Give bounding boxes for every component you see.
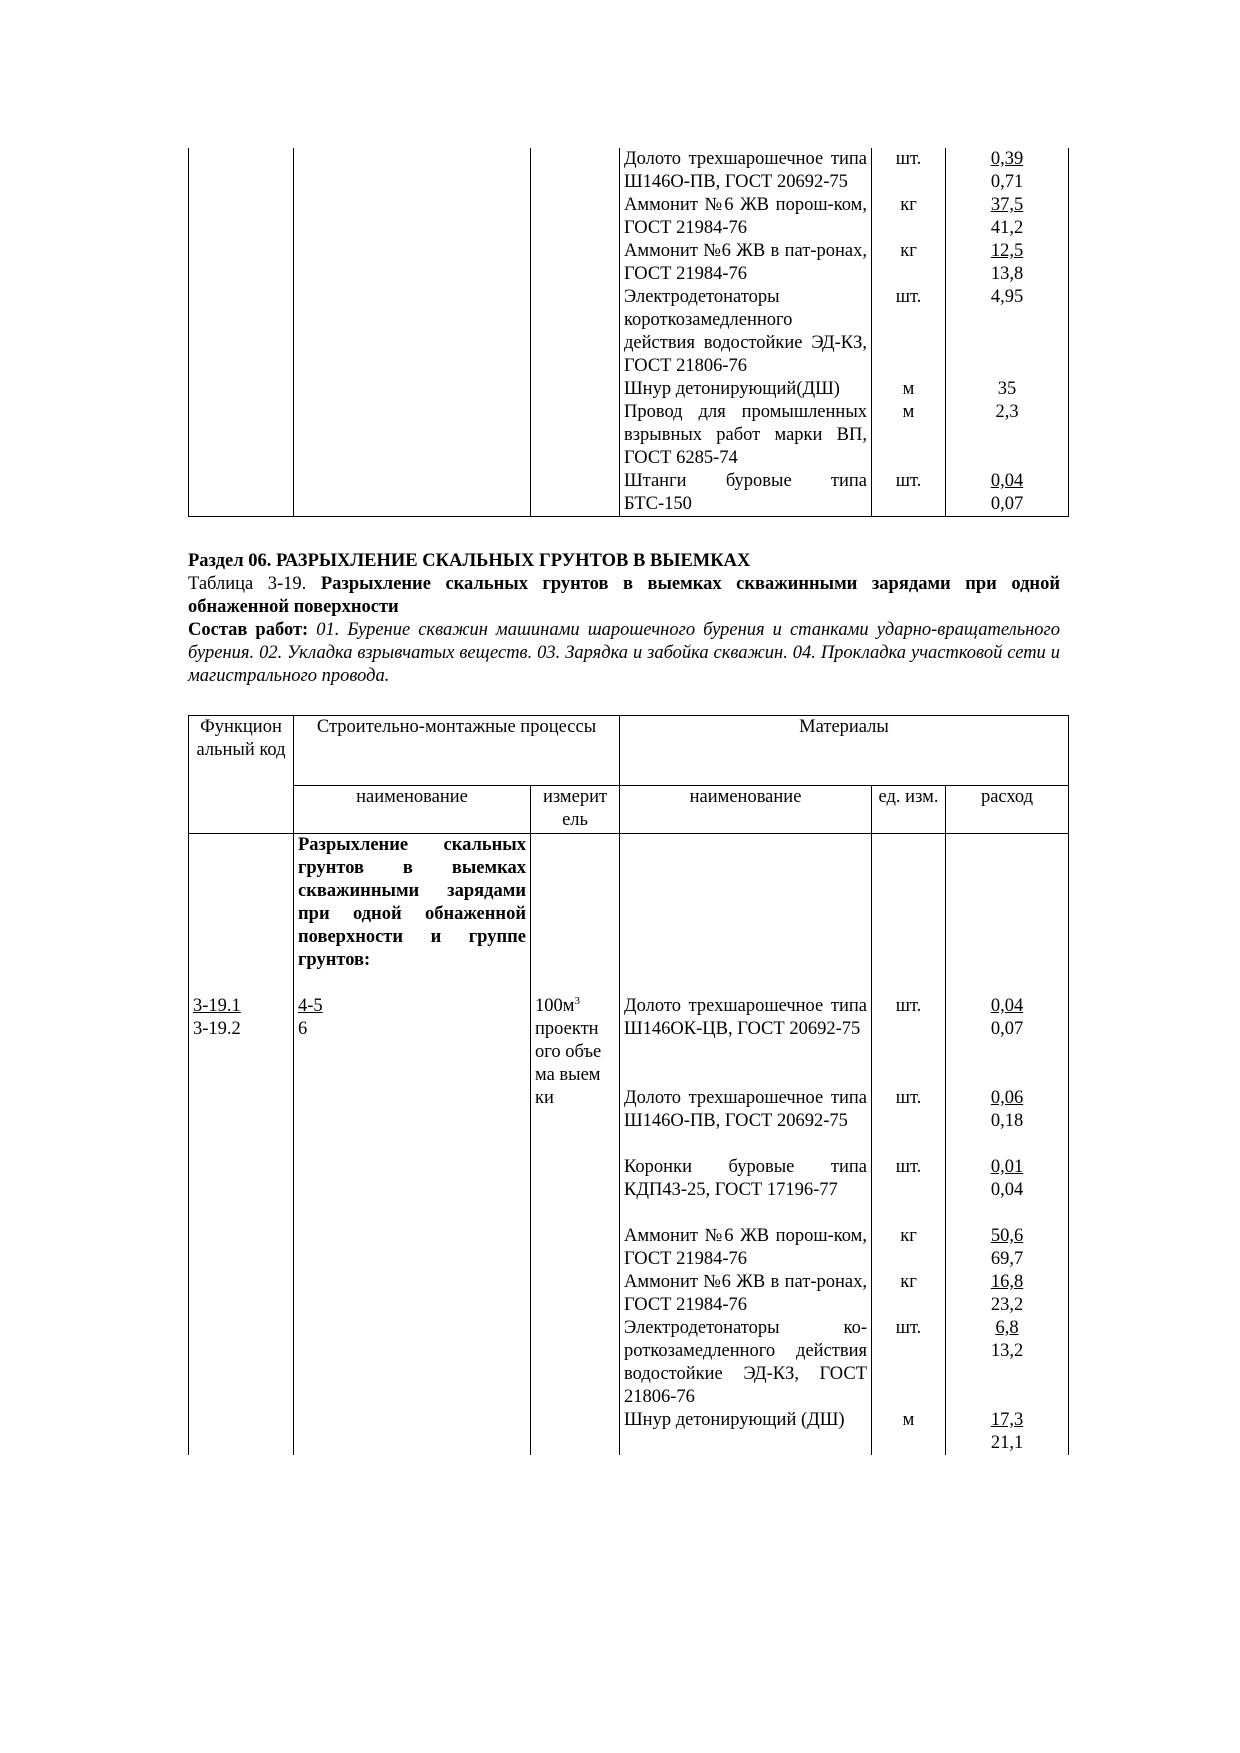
- empty-cell: [294, 401, 531, 470]
- empty-cell: [294, 378, 531, 401]
- consumption-value-2: 41,2: [990, 218, 1024, 238]
- material-unit: шт.: [872, 148, 946, 194]
- empty-cell: [531, 148, 620, 194]
- empty-cell: [531, 378, 620, 401]
- material-name: Шнур детонирующий (ДШ): [624, 1410, 845, 1430]
- codes-cell: [189, 834, 294, 1456]
- material-name: Шнур детонирующий(ДШ): [620, 378, 872, 401]
- consumption-value-1: 16,8: [990, 1272, 1024, 1292]
- consumption-value-1: 0,04: [990, 996, 1024, 1016]
- empty-cell: [189, 286, 294, 378]
- table-title: Разрыхление скальных грунтов в выемках скважинными зарядами при одной обнаженной поверхности: [188, 574, 1061, 617]
- material-consumption: [946, 240, 1069, 286]
- material-row: [189, 401, 1069, 470]
- consumption-value-1: 12,5: [990, 241, 1024, 261]
- consumption-value-2: 13,2: [990, 1341, 1024, 1361]
- header-consumption: расход: [946, 786, 1069, 834]
- material-name: Аммонит №6 ЖВ порош-ком, ГОСТ 21984-76: [624, 1226, 868, 1269]
- consumption-value-1: 0,04: [990, 471, 1024, 491]
- material-name: Аммонит №6 ЖВ в пат-ронах, ГОСТ 21984-76: [620, 240, 872, 286]
- material-row: [189, 470, 1069, 517]
- material-row: [189, 240, 1069, 286]
- empty-cell: [189, 240, 294, 286]
- empty-cell: [189, 470, 294, 517]
- material-consumption: [950, 1156, 1064, 1225]
- consumption-value-1: 0,39: [990, 149, 1024, 169]
- material-name: Коронки буровые типа КДП43-25, ГОСТ 17196-77: [624, 1157, 868, 1200]
- material-consumption: [946, 286, 1069, 378]
- material-unit: шт.: [872, 470, 946, 517]
- empty-cell: [189, 401, 294, 470]
- material-consumption: [950, 1409, 1064, 1455]
- consumption-value-1: 37,5: [990, 195, 1024, 215]
- empty-cell: [531, 401, 620, 470]
- material-name: Долото трехшарошечное типа Ш146О-ПВ, ГОСТ 20692-75: [620, 148, 872, 194]
- material-name: Электродетонаторы короткозамедленного действия водостойкие ЭД-КЗ, ГОСТ 21806-76: [620, 286, 872, 378]
- consumption-value-1: 17,3: [990, 1410, 1024, 1430]
- material-unit: шт.: [872, 286, 946, 378]
- consumption-value-1: 0,06: [990, 1088, 1024, 1108]
- consumption-value-2: 23,2: [990, 1295, 1024, 1315]
- empty-cell: [531, 240, 620, 286]
- empty-cell: [531, 194, 620, 240]
- meter-rest: проектного объема выемки: [535, 1019, 602, 1108]
- material-unit: кг: [872, 240, 946, 286]
- group-2: 6: [298, 1019, 308, 1039]
- empty-cell: [189, 194, 294, 240]
- empty-cell: [189, 378, 294, 401]
- material-consumption: [950, 1087, 1064, 1156]
- code-2: 3-19.2: [193, 1019, 241, 1039]
- group-1: 4-5: [298, 996, 323, 1016]
- consumption-value-1: 6,8: [995, 1318, 1019, 1338]
- meter-cell: [531, 834, 620, 1456]
- continuation-table: [188, 148, 1069, 517]
- material-name: Аммонит №6 ЖВ в пат-ронах, ГОСТ 21984-76: [624, 1272, 868, 1315]
- material-consumption: [950, 1317, 1064, 1409]
- process-cell: [294, 834, 531, 1456]
- material-unit: м: [872, 401, 946, 470]
- consumption-value-2: 0,04: [990, 1180, 1024, 1200]
- material-consumption: [946, 378, 1069, 401]
- empty-cell: [294, 194, 531, 240]
- material-consumption: [950, 1225, 1064, 1271]
- consumption-value-1: 50,6: [990, 1226, 1024, 1246]
- table-caption: [188, 573, 1060, 619]
- material-unit: кг: [900, 1272, 917, 1292]
- work-composition: [188, 619, 1060, 688]
- consumption-value-2: 21,1: [990, 1433, 1024, 1453]
- material-name: Аммонит №6 ЖВ порош-ком, ГОСТ 21984-76: [620, 194, 872, 240]
- material-unit: шт.: [895, 1157, 922, 1177]
- empty-cell: [294, 286, 531, 378]
- material-unit: кг: [900, 1226, 917, 1246]
- material-consumption: [950, 1271, 1064, 1317]
- material-names-cell: [620, 834, 872, 1456]
- table-prefix: Таблица 3-19.: [188, 574, 307, 594]
- empty-cell: [294, 470, 531, 517]
- code-1: 3-19.1: [193, 996, 241, 1016]
- work-text: 01. Бурение скважин машинами шарошечного бурения и станками ударно-вращательного бурения. 02. Укладка взрывчатых веществ. 03. Зарядка и забойка скважин. 04. Прокладка участковой сети и магистрального провода.: [188, 620, 1061, 686]
- material-row: [189, 286, 1069, 378]
- material-unit: шт.: [895, 996, 922, 1016]
- material-row: [189, 148, 1069, 194]
- header-materials: Материалы: [620, 716, 1069, 786]
- material-unit: м: [902, 1410, 915, 1430]
- section-heading: Раздел 06. РАЗРЫХЛЕНИЕ СКАЛЬНЫХ ГРУНТОВ В ВЫЕМКАХ: [188, 551, 751, 571]
- header-unit: ед. изм.: [872, 786, 946, 834]
- consumption-value-1: 0,01: [990, 1157, 1024, 1177]
- meter-unit: $100м^3$: [535, 994, 580, 1016]
- consumption-value-2: 69,7: [990, 1249, 1024, 1269]
- material-values-cell: [946, 834, 1069, 1456]
- header-proc-name: наименование: [294, 786, 531, 834]
- empty-cell: [294, 148, 531, 194]
- material-name: Долото трехшарошечное типа Ш146О-ПВ, ГОСТ 20692-75: [624, 1088, 868, 1131]
- header-code: Функцион альный код: [189, 716, 294, 834]
- empty-cell: [189, 148, 294, 194]
- material-consumption: [946, 194, 1069, 240]
- material-consumption: [950, 995, 1064, 1087]
- material-consumption: [946, 470, 1069, 517]
- material-name: Провод для промышленных взрывных работ марки ВП, ГОСТ 6285-74: [620, 401, 872, 470]
- material-unit: м: [872, 378, 946, 401]
- document-page: [188, 148, 1068, 1455]
- material-units-cell: [872, 834, 946, 1456]
- material-row: [189, 378, 1069, 401]
- material-name: Долото трехшарошечное типа Ш146ОК-ЦВ, ГОСТ 20692-75: [624, 996, 868, 1039]
- empty-cell: [294, 240, 531, 286]
- material-unit: кг: [872, 194, 946, 240]
- consumption-value-2: 13,8: [990, 264, 1024, 284]
- material-row: [189, 194, 1069, 240]
- consumption-value-1: 35: [997, 379, 1017, 399]
- material-unit: шт.: [895, 1318, 922, 1338]
- material-consumption: [946, 401, 1069, 470]
- group-title: Разрыхление скальных грунтов в выемках скважинными зарядами при одной обнаженной поверхности и группе грунтов:: [298, 835, 526, 970]
- material-unit: шт.: [895, 1088, 922, 1108]
- consumption-value-2: 0,07: [990, 494, 1024, 514]
- main-table: [188, 715, 1069, 1455]
- header-mat-name: наименование: [620, 786, 872, 834]
- empty-cell: [531, 286, 620, 378]
- work-label: Состав работ:: [188, 620, 309, 640]
- material-consumption: [946, 148, 1069, 194]
- consumption-value-2: 0,18: [990, 1111, 1024, 1131]
- material-name: Штанги буровые типа БТС-150: [620, 470, 872, 517]
- consumption-value-2: 0,07: [990, 1019, 1024, 1039]
- consumption-value-1: 4,95: [990, 287, 1024, 307]
- consumption-value-1: 2,3: [995, 402, 1019, 422]
- header-meter: измерит ель: [531, 786, 620, 834]
- material-name: Электродетонаторы ко-роткозамедленного действия водостойкие ЭД-КЗ, ГОСТ 21806-76: [624, 1318, 868, 1407]
- section-block: [188, 550, 1060, 688]
- consumption-value-2: 0,71: [990, 172, 1024, 192]
- header-processes: Строительно-монтажные процессы: [294, 716, 620, 786]
- empty-cell: [531, 470, 620, 517]
